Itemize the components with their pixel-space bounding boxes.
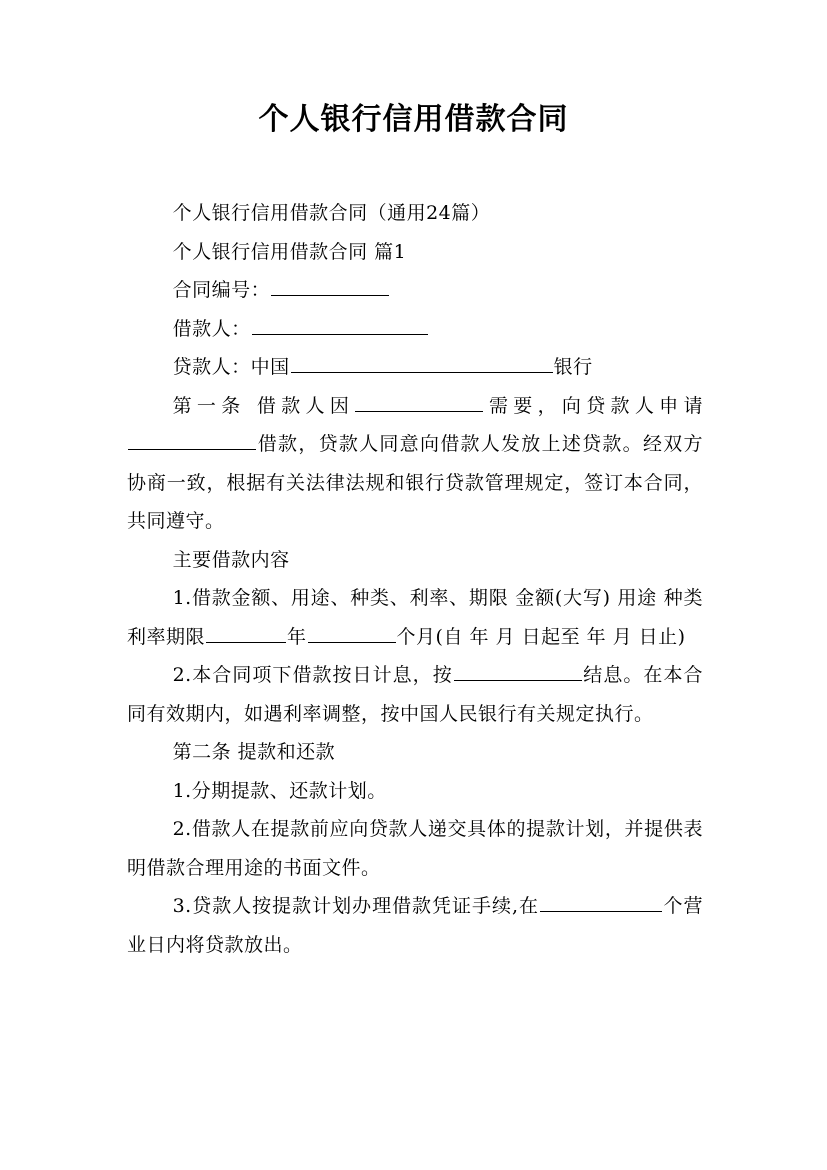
paragraph-article-1 [127, 387, 703, 541]
paragraph-chapter [127, 233, 703, 272]
paragraph-article-2-item-2 [127, 810, 703, 887]
main-content-heading: 主要借款内容 [172, 548, 290, 571]
article-2-item-3-part-b: 个营业日内将贷款放出。 [127, 895, 703, 956]
paragraph-subtitle [127, 194, 703, 233]
paragraph-article-2-item-1 [127, 772, 703, 811]
item-1-part-a: 1.借款金额、用途、种类、利率、期限 金额(大写) 用途 种类利率期限 [127, 587, 703, 648]
article-2-item-1-text: 1.分期提款、还款计划。 [172, 779, 387, 802]
article-1-part-c: 借款，贷款人同意向借款人发放上述贷款。经双方协商一致，根据有关法律法规和银行贷款管理规定，签订本合同，共同遵守。 [127, 433, 703, 532]
contract-number-label: 合同编号： [172, 279, 271, 301]
item-1-part-b: 年 [287, 625, 307, 648]
item-2-settlement-blank [454, 660, 582, 681]
article-2-item-3-part-a: 3.贷款人按提款计划办理借款凭证手续,在 [172, 895, 540, 917]
paragraph-borrower [127, 310, 703, 349]
article-1-reason-blank [355, 391, 483, 412]
paragraph-item-2 [127, 656, 703, 733]
article-1-part-b: 需要，向贷款人申请 [484, 394, 703, 417]
item-2-part-a: 2.本合同项下借款按日计息，按 [172, 664, 453, 686]
article-1-part-a: 第一条 借款人因 [172, 394, 355, 417]
paragraph-article-2-item-3 [127, 887, 703, 964]
chapter-text: 个人银行信用借款合同 篇1 [172, 240, 407, 263]
lender-label: 贷款人：中国 [172, 356, 290, 378]
paragraph-contract-number [127, 271, 703, 310]
article-2-item-2-text: 2.借款人在提款前应向贷款人递交具体的提款计划，并提供表明借款合理用途的书面文件。 [127, 818, 703, 879]
document-title: 个人银行信用借款合同 [258, 102, 569, 137]
borrower-blank [252, 314, 428, 335]
lender-blank [291, 352, 553, 373]
subtitle-text: 个人银行信用借款合同（通用24篇） [172, 202, 491, 224]
contract-number-blank [271, 275, 389, 296]
item-1-part-c: 个月(自 年 月 日起至 年 月 日止) [396, 625, 686, 648]
paragraph-main-content [127, 541, 703, 580]
article-1-amount-blank [128, 429, 256, 450]
item-2-part-b: 结息。在本合同有效期内，如遇利率调整，按中国人民银行有关规定执行。 [127, 664, 703, 725]
article-2-heading: 第二条 提款和还款 [172, 741, 336, 763]
article-2-item-3-days-blank [540, 891, 662, 912]
item-1-months-blank [308, 622, 396, 643]
paragraph-item-1 [127, 579, 703, 656]
document-body [127, 194, 703, 964]
lender-suffix: 银行 [553, 356, 593, 378]
paragraph-lender [127, 348, 703, 387]
item-1-years-blank [206, 622, 286, 643]
borrower-label: 借款人： [172, 317, 251, 340]
paragraph-article-2 [127, 733, 703, 772]
